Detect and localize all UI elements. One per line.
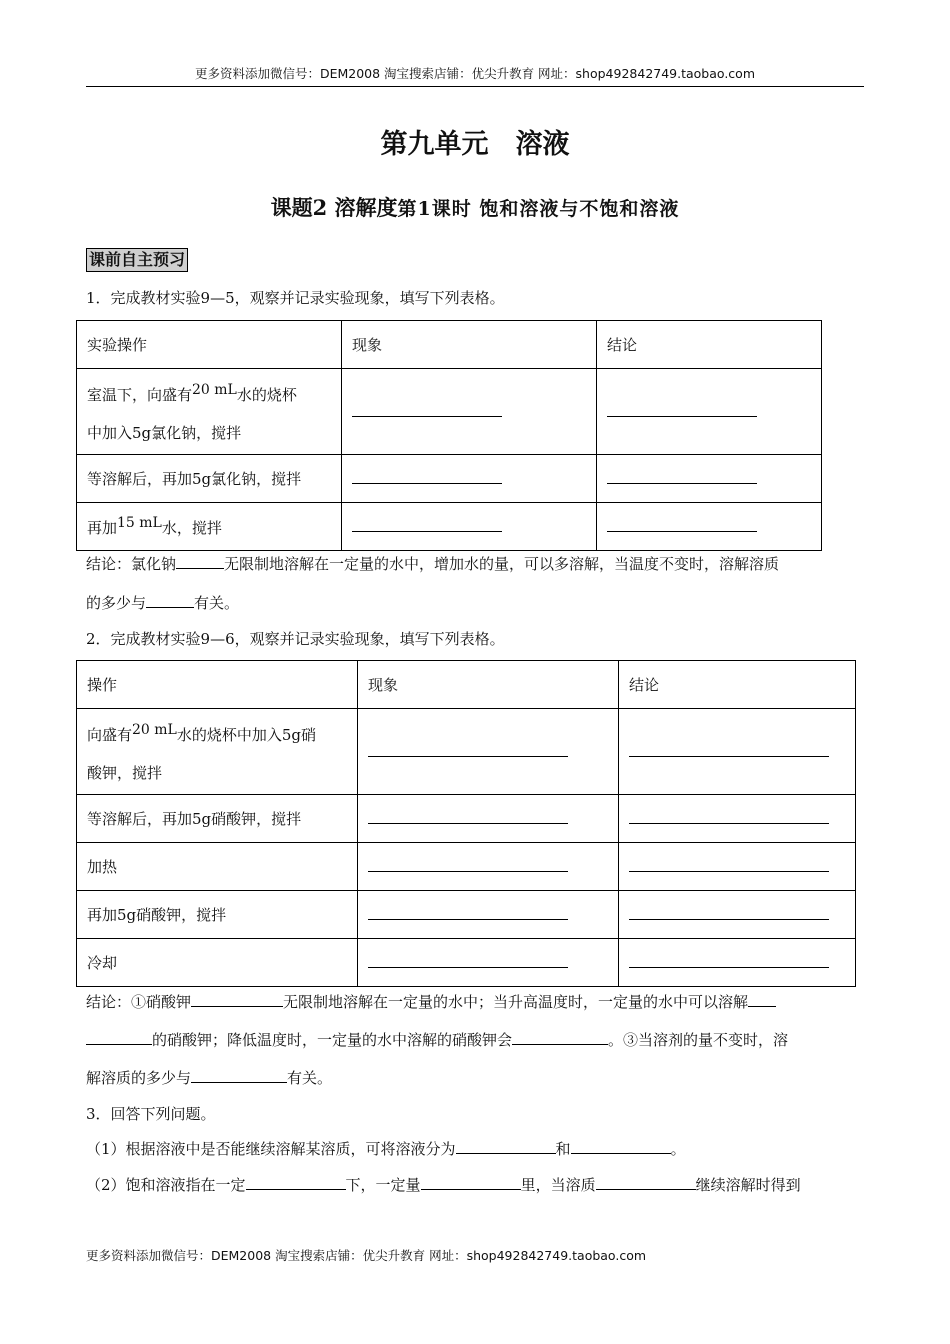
table-row: [77, 891, 856, 939]
answer-blank[interactable]: [629, 809, 829, 824]
conclusion-text: 解溶质的多少与: [86, 1069, 192, 1087]
answer-blank[interactable]: [191, 990, 283, 1007]
answer-blank[interactable]: [191, 1066, 287, 1083]
phenomenon-cell[interactable]: [358, 843, 619, 891]
operation-cell: [77, 503, 342, 551]
phenomenon-cell[interactable]: [358, 795, 619, 843]
answer-blank[interactable]: [176, 552, 224, 569]
conclusion-cell[interactable]: [619, 939, 856, 987]
conclusion-text: 无限制地溶解在一定量的水中；当升高温度时，一定量的水中可以溶解: [283, 993, 749, 1011]
operation-text: 中加入5g氯化钠，搅拌: [87, 424, 242, 442]
operation-text: 酸钾，搅拌: [87, 764, 163, 782]
conclusion-cell[interactable]: [597, 455, 822, 503]
volume-amount: 20 mL: [132, 722, 177, 738]
operation-text: 水，搅拌: [161, 519, 222, 537]
lesson-title: [0, 192, 950, 222]
conclusion-cell[interactable]: [597, 369, 822, 455]
question-text: （1）根据溶液中是否能继续溶解某溶质，可将溶液分为: [86, 1140, 456, 1158]
operation-cell: 再加5g硝酸钾，搅拌: [77, 891, 358, 939]
answer-blank[interactable]: [629, 905, 829, 920]
answer-blank[interactable]: [368, 953, 568, 968]
page-header: 更多资料添加微信号：DEM2008 淘宝搜索店铺：优尖升教育 网址：shop492842749.taobao.com: [194, 66, 756, 81]
table-header-cell: 结论: [619, 661, 856, 709]
operation-text: 再加: [87, 519, 118, 537]
volume-amount: 15 mL: [117, 515, 162, 531]
operation-cell: 等溶解后，再加5g氯化钠，搅拌: [77, 455, 342, 503]
conclusion-cell[interactable]: [619, 709, 856, 795]
operation-cell: [77, 709, 358, 795]
header-divider: [86, 86, 864, 87]
q3-intro: 3．回答下列问题。: [86, 1105, 216, 1123]
operation-text: 向盛有: [87, 726, 133, 744]
table-row: [77, 843, 856, 891]
phenomenon-cell[interactable]: [342, 369, 597, 455]
answer-blank[interactable]: [607, 402, 757, 417]
question-text: 继续溶解时得到: [695, 1176, 801, 1194]
unit-title: 第九单元 溶液: [380, 129, 570, 160]
answer-blank[interactable]: [748, 990, 776, 1007]
answer-blank[interactable]: [368, 857, 568, 872]
q3-part2: [86, 1173, 866, 1197]
conclusion-cell[interactable]: [619, 795, 856, 843]
answer-blank[interactable]: [629, 742, 829, 757]
phenomenon-cell[interactable]: [342, 455, 597, 503]
conclusion-cell[interactable]: [619, 843, 856, 891]
answer-blank[interactable]: [352, 517, 502, 532]
table-header-cell: 现象: [342, 321, 597, 369]
q2-conclusion-line3: [86, 1066, 866, 1090]
answer-blank[interactable]: [352, 469, 502, 484]
operation-cell: 等溶解后，再加5g硝酸钾，搅拌: [77, 795, 358, 843]
conclusion-text: 的硝酸钾；降低温度时，一定量的水中溶解的硝酸钾会: [152, 1031, 513, 1049]
question-text: （2）饱和溶液指在一定: [86, 1176, 246, 1194]
operation-text: 室温下，向盛有: [87, 386, 193, 404]
phenomenon-cell[interactable]: [358, 891, 619, 939]
answer-blank[interactable]: [368, 905, 568, 920]
answer-blank[interactable]: [571, 1137, 671, 1154]
table-header-row: [77, 661, 856, 709]
table-row: [77, 455, 822, 503]
q2-conclusion-line1: [86, 990, 866, 1014]
table-header-cell: 实验操作: [77, 321, 342, 369]
section-tag: 课前自主预习: [86, 248, 188, 272]
table-header-row: [77, 321, 822, 369]
answer-blank[interactable]: [368, 809, 568, 824]
operation-text: 水的烧杯: [236, 386, 297, 404]
table-row: [77, 503, 822, 551]
q1-table: [76, 320, 822, 551]
operation-text: 水的烧杯中加入5g硝: [176, 726, 317, 744]
operation-cell: 冷却: [77, 939, 358, 987]
question-text: 。: [670, 1140, 686, 1158]
q1-conclusion-line1: [86, 552, 866, 576]
table-row: [77, 795, 856, 843]
conclusion-text: 结论：氯化钠: [86, 555, 177, 573]
phenomenon-cell[interactable]: [358, 939, 619, 987]
answer-blank[interactable]: [596, 1173, 696, 1190]
question-text: 下，一定量: [345, 1176, 421, 1194]
conclusion-text: 有关。: [194, 594, 240, 612]
table-header-cell: 结论: [597, 321, 822, 369]
answer-blank[interactable]: [607, 469, 757, 484]
answer-blank[interactable]: [421, 1173, 521, 1190]
volume-amount: 20 mL: [192, 382, 237, 398]
operation-cell: [77, 369, 342, 455]
q2-table: [76, 660, 856, 987]
answer-blank[interactable]: [146, 591, 194, 608]
answer-blank[interactable]: [512, 1028, 608, 1045]
answer-blank[interactable]: [629, 953, 829, 968]
table-header-cell: 现象: [358, 661, 619, 709]
phenomenon-cell[interactable]: [342, 503, 597, 551]
table-row: [77, 369, 822, 455]
question-text: 里，当溶质: [520, 1176, 596, 1194]
table-header-cell: 操作: [77, 661, 358, 709]
q2-intro: 2．完成教材实验9—6，观察并记录实验现象，填写下列表格。: [86, 630, 505, 648]
q1-conclusion-line2: [86, 591, 866, 615]
answer-blank[interactable]: [352, 402, 502, 417]
table-row: [77, 709, 856, 795]
q1-intro: 1．完成教材实验9—5，观察并记录实验现象，填写下列表格。: [86, 289, 505, 307]
answer-blank[interactable]: [86, 1028, 152, 1045]
answer-blank[interactable]: [456, 1137, 556, 1154]
question-text: 和: [555, 1140, 571, 1158]
answer-blank[interactable]: [629, 857, 829, 872]
answer-blank[interactable]: [607, 517, 757, 532]
conclusion-text: 。③当溶剂的量不变时，溶: [608, 1031, 789, 1049]
phenomenon-cell[interactable]: [358, 709, 619, 795]
conclusion-text: 的多少与: [86, 594, 147, 612]
answer-blank[interactable]: [368, 742, 568, 757]
table-row: [77, 939, 856, 987]
answer-blank[interactable]: [246, 1173, 346, 1190]
conclusion-text: 结论：①硝酸钾: [86, 993, 192, 1011]
q3-part1: [86, 1137, 866, 1161]
operation-cell: 加热: [77, 843, 358, 891]
q2-conclusion-line2: [86, 1028, 866, 1052]
conclusion-text: 无限制地溶解在一定量的水中，增加水的量，可以多溶解，当温度不变时，溶解溶质: [224, 555, 780, 573]
page-footer: 更多资料添加微信号：DEM2008 淘宝搜索店铺：优尖升教育 网址：shop492842749.taobao.com: [86, 1248, 647, 1263]
conclusion-text: 有关。: [287, 1069, 333, 1087]
conclusion-cell[interactable]: [619, 891, 856, 939]
conclusion-cell[interactable]: [597, 503, 822, 551]
lesson-title-sub: 第1课时 饱和溶液与不饱和溶液: [397, 198, 680, 220]
lesson-title-main: 课题2 溶解度: [270, 195, 398, 220]
